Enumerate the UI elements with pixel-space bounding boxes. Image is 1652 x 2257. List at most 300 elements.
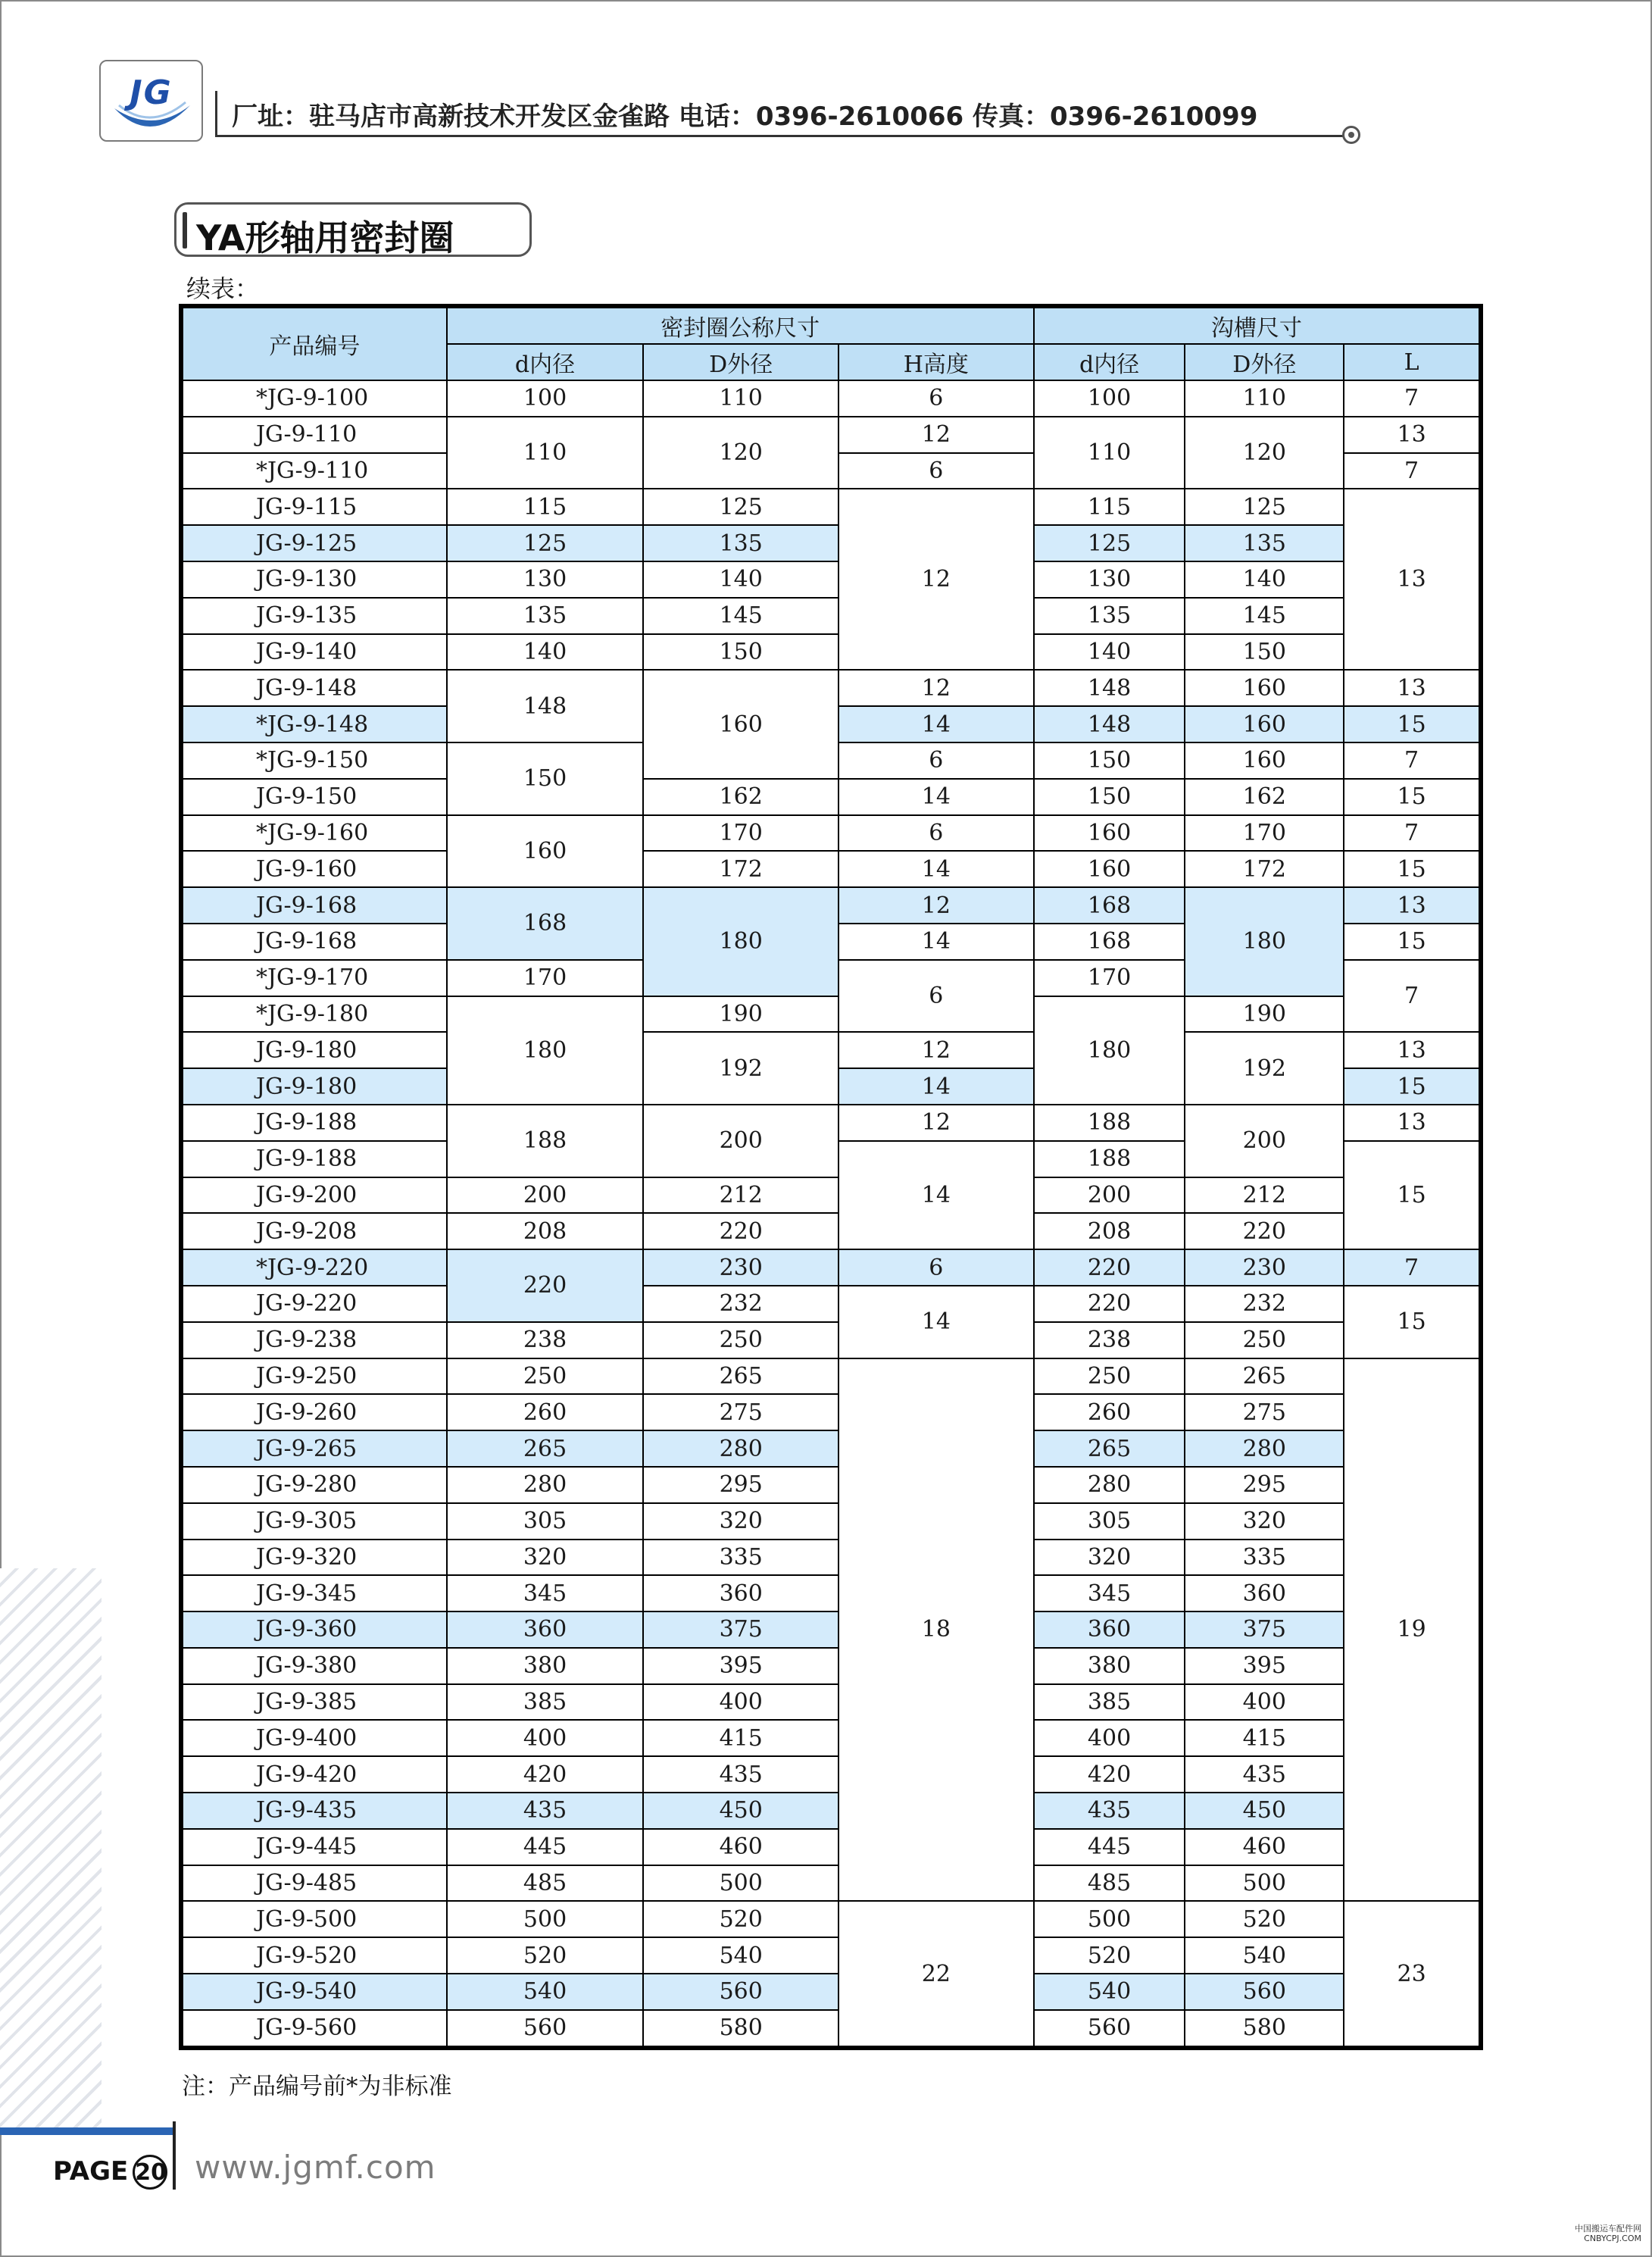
cell-groove-L: 13: [1344, 417, 1479, 453]
cell-groove-d: 150: [1034, 742, 1185, 779]
cell-groove-d: 208: [1034, 1213, 1185, 1249]
table-row: [183, 1213, 1479, 1249]
watermark-line-2: CNBYCPJ.COM: [1584, 2234, 1641, 2243]
cell-seal-d: 110: [447, 417, 644, 489]
cell-seal-H: 6: [838, 453, 1034, 489]
cell-groove-d: 148: [1034, 706, 1185, 742]
cell-groove-L: 15: [1344, 706, 1479, 742]
cell-seal-H: 14: [838, 779, 1034, 815]
cell-seal-d: 100: [447, 380, 644, 417]
table-row: [183, 1503, 1479, 1540]
cell-groove-D: 180: [1185, 887, 1344, 996]
watermark: [1575, 2224, 1641, 2243]
cell-seal-D: 150: [643, 634, 838, 671]
cell-seal-D: 560: [643, 1974, 838, 2010]
cell-product-code: JG-9-110: [183, 417, 447, 453]
cell-seal-d: 540: [447, 1974, 644, 2010]
cell-product-code: JG-9-420: [183, 1756, 447, 1793]
cell-groove-L: 15: [1344, 851, 1479, 887]
cell-product-code: JG-9-435: [183, 1793, 447, 1829]
header-seal-H: H高度: [838, 344, 1034, 380]
cell-groove-d: 360: [1034, 1611, 1185, 1648]
cell-seal-D: 460: [643, 1829, 838, 1865]
cell-groove-d: 100: [1034, 380, 1185, 417]
cell-groove-d: 220: [1034, 1286, 1185, 1322]
continued-label: 续表：: [186, 274, 260, 303]
cell-groove-d: 560: [1034, 2010, 1185, 2046]
cell-seal-d: 150: [447, 742, 644, 815]
table-row: [183, 634, 1479, 671]
cell-seal-D: 230: [643, 1249, 838, 1286]
cell-product-code: JG-9-125: [183, 525, 447, 561]
cell-seal-D: 265: [643, 1358, 838, 1395]
cell-seal-d: 320: [447, 1540, 644, 1576]
cell-groove-D: 162: [1185, 779, 1344, 815]
cell-product-code: JG-9-380: [183, 1648, 447, 1684]
cell-seal-d: 180: [447, 996, 644, 1105]
logo-text: JG: [130, 73, 173, 112]
table-row: [183, 1540, 1479, 1576]
cell-groove-D: 172: [1185, 851, 1344, 887]
cell-seal-d: 250: [447, 1358, 644, 1395]
cell-groove-d: 445: [1034, 1829, 1185, 1865]
cell-groove-D: 250: [1185, 1322, 1344, 1358]
cell-groove-d: 168: [1034, 924, 1185, 960]
cell-groove-D: 160: [1185, 742, 1344, 779]
cell-groove-L: 15: [1344, 1068, 1479, 1105]
cell-groove-D: 520: [1185, 1901, 1344, 1937]
cell-seal-D: 360: [643, 1575, 838, 1611]
cell-product-code: JG-9-135: [183, 598, 447, 634]
cell-seal-d: 260: [447, 1394, 644, 1430]
table-row: [183, 2010, 1479, 2046]
cell-seal-d: 560: [447, 2010, 644, 2046]
cell-seal-H: 12: [838, 417, 1034, 453]
cell-groove-d: 345: [1034, 1575, 1185, 1611]
cell-seal-d: 500: [447, 1901, 644, 1937]
table-row: [183, 561, 1479, 598]
cell-groove-L: 7: [1344, 742, 1479, 779]
cell-seal-H: 6: [838, 960, 1034, 1033]
cell-product-code: *JG-9-160: [183, 815, 447, 852]
cell-seal-D: 190: [643, 996, 838, 1033]
cell-seal-H: 18: [838, 1358, 1034, 1902]
cell-seal-d: 305: [447, 1503, 644, 1540]
cell-groove-d: 400: [1034, 1720, 1185, 1756]
cell-product-code: *JG-9-150: [183, 742, 447, 779]
cell-product-code: JG-9-140: [183, 634, 447, 671]
cell-product-code: JG-9-148: [183, 670, 447, 706]
cell-groove-L: 7: [1344, 1249, 1479, 1286]
cell-groove-d: 320: [1034, 1540, 1185, 1576]
cell-seal-d: 345: [447, 1575, 644, 1611]
cell-groove-L: 15: [1344, 924, 1479, 960]
cell-groove-D: 145: [1185, 598, 1344, 634]
table-row: [183, 887, 1479, 924]
cell-seal-H: 6: [838, 1249, 1034, 1286]
cell-seal-D: 120: [643, 417, 838, 489]
cell-seal-D: 435: [643, 1756, 838, 1793]
cell-groove-d: 500: [1034, 1901, 1185, 1937]
page-title: YA形轴用密封圈: [196, 217, 454, 258]
cell-product-code: JG-9-188: [183, 1141, 447, 1177]
table-row: [183, 1575, 1479, 1611]
header-seal-d: d内径: [447, 344, 644, 380]
cell-product-code: JG-9-200: [183, 1177, 447, 1214]
cell-seal-H: 6: [838, 815, 1034, 852]
seal-spec-table: [182, 307, 1480, 2047]
cell-seal-H: 12: [838, 670, 1034, 706]
cell-groove-L: 19: [1344, 1358, 1479, 1902]
cell-groove-d: 420: [1034, 1756, 1185, 1793]
cell-seal-d: 380: [447, 1648, 644, 1684]
cell-seal-d: 265: [447, 1430, 644, 1467]
cell-product-code: JG-9-500: [183, 1901, 447, 1937]
cell-seal-H: 6: [838, 380, 1034, 417]
cell-groove-D: 275: [1185, 1394, 1344, 1430]
table-row: [183, 1974, 1479, 2010]
cell-seal-d: 280: [447, 1467, 644, 1503]
table-row: [183, 525, 1479, 561]
decorative-stripes: [0, 1568, 101, 2129]
cell-groove-D: 200: [1185, 1105, 1344, 1177]
cell-groove-D: 192: [1185, 1032, 1344, 1105]
cell-groove-d: 540: [1034, 1974, 1185, 2010]
cell-groove-d: 250: [1034, 1358, 1185, 1395]
cell-groove-d: 435: [1034, 1793, 1185, 1829]
cell-groove-D: 140: [1185, 561, 1344, 598]
cell-seal-d: 130: [447, 561, 644, 598]
cell-seal-D: 395: [643, 1648, 838, 1684]
cell-groove-L: 7: [1344, 815, 1479, 852]
cell-groove-D: 265: [1185, 1358, 1344, 1395]
cell-groove-D: 435: [1185, 1756, 1344, 1793]
header-seal-group: 密封圈公称尺寸: [447, 308, 1034, 344]
cell-seal-d: 200: [447, 1177, 644, 1214]
cell-groove-D: 580: [1185, 2010, 1344, 2046]
table-footnote: 注：产品编号前*为非标准: [182, 2073, 452, 2100]
cell-groove-D: 360: [1185, 1575, 1344, 1611]
cell-groove-D: 220: [1185, 1213, 1344, 1249]
cell-seal-H: 12: [838, 1032, 1034, 1068]
cell-product-code: JG-9-265: [183, 1430, 447, 1467]
cell-groove-D: 230: [1185, 1249, 1344, 1286]
cell-seal-D: 295: [643, 1467, 838, 1503]
cell-seal-D: 162: [643, 779, 838, 815]
cell-product-code: JG-9-320: [183, 1540, 447, 1576]
watermark-line-1: 中国搬运车配件网: [1575, 2224, 1641, 2234]
table-row: [183, 670, 1479, 706]
cell-groove-d: 180: [1034, 996, 1185, 1105]
cell-product-code: JG-9-208: [183, 1213, 447, 1249]
cell-groove-L: 13: [1344, 489, 1479, 670]
cell-seal-D: 172: [643, 851, 838, 887]
cell-groove-d: 260: [1034, 1394, 1185, 1430]
table-row: [183, 1611, 1479, 1648]
header-divider-horizontal: [215, 135, 1347, 137]
cell-groove-L: 15: [1344, 1286, 1479, 1358]
cell-seal-D: 400: [643, 1684, 838, 1721]
cell-product-code: JG-9-220: [183, 1286, 447, 1322]
table-row: [183, 1865, 1479, 1902]
cell-groove-D: 170: [1185, 815, 1344, 852]
website-link[interactable]: www.jgmf.com: [195, 2149, 436, 2186]
cell-seal-d: 148: [447, 670, 644, 742]
cell-groove-d: 148: [1034, 670, 1185, 706]
cell-groove-D: 335: [1185, 1540, 1344, 1576]
cell-groove-L: 13: [1344, 887, 1479, 924]
header-groove-L: L: [1344, 344, 1479, 380]
table-row: [183, 1901, 1479, 1937]
cell-seal-H: 14: [838, 851, 1034, 887]
cell-seal-D: 170: [643, 815, 838, 852]
cell-product-code: JG-9-260: [183, 1394, 447, 1430]
cell-groove-D: 295: [1185, 1467, 1344, 1503]
table-row: [183, 1394, 1479, 1430]
cell-seal-D: 275: [643, 1394, 838, 1430]
cell-seal-H: 22: [838, 1901, 1034, 2046]
cell-product-code: JG-9-560: [183, 2010, 447, 2046]
table-row: [183, 1756, 1479, 1793]
cell-seal-d: 168: [447, 887, 644, 960]
cell-groove-D: 280: [1185, 1430, 1344, 1467]
cell-groove-d: 160: [1034, 815, 1185, 852]
cell-seal-d: 125: [447, 525, 644, 561]
cell-groove-L: 15: [1344, 1141, 1479, 1249]
table-row: [183, 1684, 1479, 1721]
header-groove-group: 沟槽尺寸: [1034, 308, 1479, 344]
table-row: [183, 996, 1479, 1033]
cell-groove-d: 265: [1034, 1430, 1185, 1467]
page-label-text: PAGE: [53, 2156, 129, 2187]
cell-groove-L: 15: [1344, 779, 1479, 815]
table-row: [183, 1430, 1479, 1467]
cell-seal-D: 520: [643, 1901, 838, 1937]
cell-groove-L: 7: [1344, 453, 1479, 489]
cell-groove-L: 13: [1344, 1105, 1479, 1141]
cell-groove-d: 130: [1034, 561, 1185, 598]
table-row: [183, 1937, 1479, 1974]
header-circle-icon: [1342, 126, 1360, 144]
cell-groove-d: 200: [1034, 1177, 1185, 1214]
cell-product-code: JG-9-168: [183, 924, 447, 960]
cell-product-code: JG-9-238: [183, 1322, 447, 1358]
header-divider-vertical: [215, 91, 217, 136]
cell-product-code: *JG-9-220: [183, 1249, 447, 1286]
table-row: [183, 1720, 1479, 1756]
table-row: [183, 1177, 1479, 1214]
cell-groove-d: 188: [1034, 1105, 1185, 1141]
cell-seal-D: 135: [643, 525, 838, 561]
cell-groove-d: 170: [1034, 960, 1185, 996]
cell-groove-d: 160: [1034, 851, 1185, 887]
cell-product-code: JG-9-180: [183, 1032, 447, 1068]
cell-groove-d: 238: [1034, 1322, 1185, 1358]
cell-seal-d: 445: [447, 1829, 644, 1865]
header-seal-D: D外径: [643, 344, 838, 380]
cell-groove-D: 560: [1185, 1974, 1344, 2010]
cell-groove-L: 13: [1344, 1032, 1479, 1068]
cell-product-code: *JG-9-148: [183, 706, 447, 742]
cell-seal-D: 280: [643, 1430, 838, 1467]
cell-seal-D: 450: [643, 1793, 838, 1829]
cell-seal-D: 500: [643, 1865, 838, 1902]
cell-seal-D: 335: [643, 1540, 838, 1576]
cell-groove-D: 160: [1185, 706, 1344, 742]
cell-seal-D: 415: [643, 1720, 838, 1756]
cell-seal-D: 375: [643, 1611, 838, 1648]
table-row: [183, 1829, 1479, 1865]
cell-seal-d: 420: [447, 1756, 644, 1793]
table-row: [183, 1105, 1479, 1141]
title-box: [174, 202, 532, 257]
cell-groove-d: 520: [1034, 1937, 1185, 1974]
cell-product-code: JG-9-305: [183, 1503, 447, 1540]
cell-product-code: JG-9-280: [183, 1467, 447, 1503]
table-row: [183, 380, 1479, 417]
cell-groove-D: 125: [1185, 489, 1344, 525]
table-row: [183, 1358, 1479, 1395]
cell-seal-d: 520: [447, 1937, 644, 1974]
header-groove-D: D外径: [1185, 344, 1344, 380]
cell-groove-d: 385: [1034, 1684, 1185, 1721]
table-row: [183, 1467, 1479, 1503]
cell-groove-D: 540: [1185, 1937, 1344, 1974]
cell-seal-D: 580: [643, 2010, 838, 2046]
cell-groove-D: 232: [1185, 1286, 1344, 1322]
cell-groove-D: 135: [1185, 525, 1344, 561]
table-body: [183, 380, 1479, 2046]
cell-seal-H: 12: [838, 1105, 1034, 1141]
cell-groove-L: 13: [1344, 670, 1479, 706]
cell-seal-D: 212: [643, 1177, 838, 1214]
cell-groove-D: 400: [1185, 1684, 1344, 1721]
cell-product-code: JG-9-160: [183, 851, 447, 887]
cell-groove-D: 110: [1185, 380, 1344, 417]
cell-groove-D: 375: [1185, 1611, 1344, 1648]
table-row: [183, 1648, 1479, 1684]
cell-product-code: *JG-9-180: [183, 996, 447, 1033]
table-row: [183, 1032, 1479, 1068]
header-product-code: 产品编号: [183, 308, 447, 380]
table-row: [183, 815, 1479, 852]
cell-groove-D: 150: [1185, 634, 1344, 671]
cell-seal-D: 140: [643, 561, 838, 598]
cell-seal-d: 400: [447, 1720, 644, 1756]
cell-groove-d: 150: [1034, 779, 1185, 815]
table-row: [183, 598, 1479, 634]
cell-seal-d: 238: [447, 1322, 644, 1358]
cell-seal-D: 220: [643, 1213, 838, 1249]
cell-seal-d: 485: [447, 1865, 644, 1902]
cell-seal-d: 170: [447, 960, 644, 996]
cell-seal-d: 188: [447, 1105, 644, 1177]
table-row: [183, 1249, 1479, 1286]
footer-accent-bar: [0, 2127, 176, 2135]
table-row: [183, 417, 1479, 453]
cell-product-code: JG-9-385: [183, 1684, 447, 1721]
cell-seal-H: 14: [838, 1141, 1034, 1249]
cell-seal-H: 6: [838, 742, 1034, 779]
cell-seal-d: 208: [447, 1213, 644, 1249]
cell-groove-d: 305: [1034, 1503, 1185, 1540]
cell-groove-d: 380: [1034, 1648, 1185, 1684]
cell-seal-d: 160: [447, 815, 644, 888]
cell-seal-H: 14: [838, 1068, 1034, 1105]
table-row: [183, 779, 1479, 815]
cell-seal-D: 250: [643, 1322, 838, 1358]
cell-seal-H: 12: [838, 887, 1034, 924]
cell-groove-D: 395: [1185, 1648, 1344, 1684]
cell-seal-D: 320: [643, 1503, 838, 1540]
cell-groove-d: 140: [1034, 634, 1185, 671]
cell-groove-D: 415: [1185, 1720, 1344, 1756]
page-number: 20: [133, 2155, 167, 2190]
cell-seal-d: 385: [447, 1684, 644, 1721]
cell-groove-D: 460: [1185, 1829, 1344, 1865]
cell-product-code: *JG-9-110: [183, 453, 447, 489]
cell-product-code: JG-9-168: [183, 887, 447, 924]
company-logo: [99, 60, 203, 142]
cell-groove-D: 160: [1185, 670, 1344, 706]
cell-seal-D: 232: [643, 1286, 838, 1322]
table-row: [183, 851, 1479, 887]
cell-groove-d: 220: [1034, 1249, 1185, 1286]
cell-product-code: JG-9-180: [183, 1068, 447, 1105]
cell-groove-D: 190: [1185, 996, 1344, 1033]
cell-seal-D: 540: [643, 1937, 838, 1974]
cell-product-code: JG-9-485: [183, 1865, 447, 1902]
cell-product-code: JG-9-130: [183, 561, 447, 598]
cell-product-code: JG-9-360: [183, 1611, 447, 1648]
cell-product-code: JG-9-345: [183, 1575, 447, 1611]
cell-groove-D: 500: [1185, 1865, 1344, 1902]
cell-product-code: JG-9-445: [183, 1829, 447, 1865]
cell-product-code: JG-9-400: [183, 1720, 447, 1756]
cell-seal-D: 125: [643, 489, 838, 525]
cell-groove-L: 7: [1344, 960, 1479, 1033]
cell-groove-d: 115: [1034, 489, 1185, 525]
cell-seal-d: 220: [447, 1249, 644, 1322]
page-indicator: [53, 2155, 167, 2190]
cell-groove-d: 135: [1034, 598, 1185, 634]
cell-product-code: JG-9-520: [183, 1937, 447, 1974]
cell-product-code: JG-9-250: [183, 1358, 447, 1395]
cell-groove-D: 450: [1185, 1793, 1344, 1829]
footer-divider: [173, 2121, 176, 2190]
cell-product-code: JG-9-540: [183, 1974, 447, 2010]
cell-seal-d: 435: [447, 1793, 644, 1829]
cell-seal-H: 14: [838, 706, 1034, 742]
table-row: [183, 489, 1479, 525]
table-row: [183, 1286, 1479, 1322]
cell-groove-L: 7: [1344, 380, 1479, 417]
cell-seal-D: 200: [643, 1105, 838, 1177]
cell-groove-D: 212: [1185, 1177, 1344, 1214]
cell-product-code: JG-9-188: [183, 1105, 447, 1141]
cell-seal-H: 14: [838, 1286, 1034, 1358]
cell-groove-d: 188: [1034, 1141, 1185, 1177]
cell-groove-d: 110: [1034, 417, 1185, 489]
cell-seal-H: 14: [838, 924, 1034, 960]
cell-seal-D: 160: [643, 670, 838, 778]
cell-product-code: *JG-9-100: [183, 380, 447, 417]
cell-groove-L: 23: [1344, 1901, 1479, 2046]
cell-seal-d: 135: [447, 598, 644, 634]
cell-product-code: JG-9-150: [183, 779, 447, 815]
cell-seal-H: 12: [838, 489, 1034, 670]
cell-seal-d: 115: [447, 489, 644, 525]
